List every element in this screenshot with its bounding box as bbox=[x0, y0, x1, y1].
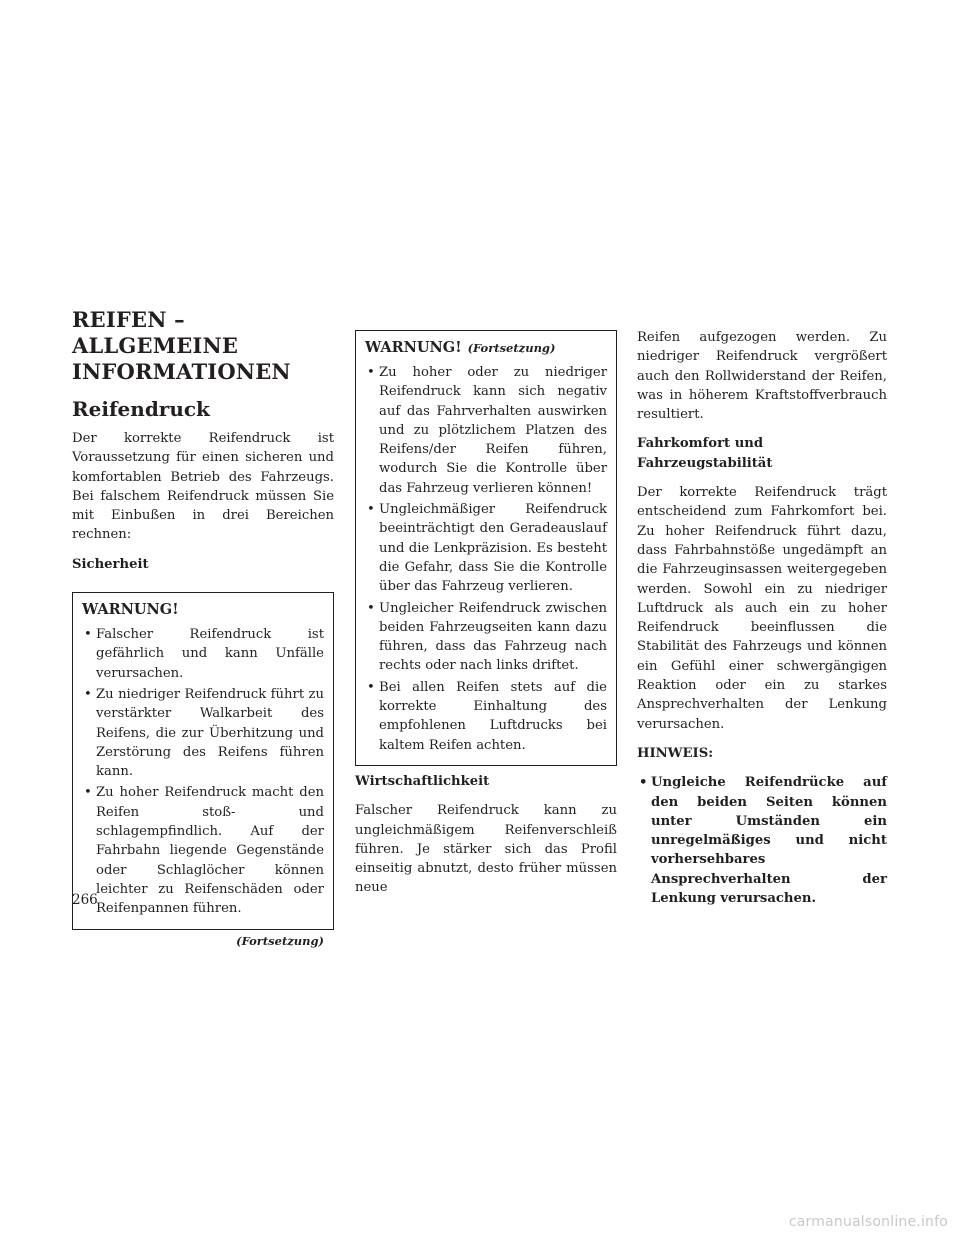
warning-title-text: WARNUNG! bbox=[365, 339, 462, 356]
section-title bbox=[72, 307, 334, 385]
comfort-label bbox=[637, 434, 887, 473]
safety-label: Sicherheit bbox=[72, 556, 149, 572]
warning-list bbox=[82, 625, 324, 918]
warning-item: • Zu hoher oder zu niedriger Reifendruck kann sich negativ auf das Fahrverhalten auswirken und zu plötzlichem Platzen des Reifens/der Reifen führen, wodurch Sie die Kontrolle über das Fahrzeug verlieren können! bbox=[365, 363, 607, 498]
note-item: • Ungleiche Reifendrücke auf den beiden Seiten können unter Umständen ein unregelmäßiges und nicht vorhersehbares Ansprechverhalten der Lenkung verursachen. bbox=[637, 773, 887, 908]
warning-item: • Ungleichmäßiger Reifendruck beeinträchtigt den Geradeauslauf und die Lenkpräzision. Es besteht die Gefahr, dass Sie die Kontrolle über das Fahrzeug verlieren. bbox=[365, 500, 607, 596]
column-left bbox=[72, 307, 334, 948]
comfort-paragraph: Der korrekte Reifendruck trägt entscheidend zum Fahrkomfort bei. Zu hoher Reifendruck führt dazu, dass Fahrbahnstöße ungedämpft an die Fahrzeuginsassen weitergegeben werden. Sowohl ein zu niedriger Luftdruck als auch ein zu hoher Reifendruck beeinflussen die Stabilität des Fahrzeugs und können ein Gefühl einer schwergängigen Reaktion oder ein zu starkes Ansprechverhalten der Lenkung verursachen. bbox=[637, 485, 887, 732]
warning-item: • Falscher Reifendruck ist gefährlich und kann Unfälle verursachen. bbox=[82, 625, 324, 683]
section-title-line2: INFORMATIONEN bbox=[72, 359, 291, 384]
warning-title bbox=[365, 339, 607, 357]
warning-box-continued bbox=[355, 330, 617, 766]
column-right bbox=[637, 328, 887, 908]
warning-item: • Bei allen Reifen stets auf die korrekte Einhaltung des empfohlenen Luftdrucks bei kaltem Reifen achten. bbox=[365, 678, 607, 755]
comfort-label-line1: Fahrkomfort und bbox=[637, 436, 764, 452]
page-number: 266 bbox=[72, 892, 98, 908]
intro-paragraph: Der korrekte Reifendruck ist Voraussetzung für einen sicheren und komfortablen Betrieb des Fahrzeugs. Bei falschem Reifendruck müssen Sie mit Einbußen in drei Bereichen rechnen: bbox=[72, 431, 334, 543]
watermark: carmanualsonline.info bbox=[788, 1214, 948, 1230]
warning-title-suffix: (Fortsetzung) bbox=[467, 341, 556, 355]
warning-item: • Zu hoher Reifendruck macht den Reifen stoß- und schlagempfindlich. Auf der Fahrbahn liegende Gegenstände oder Schlaglöcher können leichter zu Reifenschäden oder Reifenpannen führen. bbox=[82, 783, 324, 918]
comfort-label-line2: Fahrzeugstabilität bbox=[637, 455, 773, 471]
note-label: HINWEIS: bbox=[637, 745, 714, 761]
column-middle bbox=[355, 330, 617, 908]
note-list bbox=[637, 773, 887, 908]
warning-item: • Zu niedriger Reifendruck führt zu verstärkter Walkarbeit des Reifens, die zur Überhitzung und Zerstörung des Reifens führen kann. bbox=[82, 685, 324, 781]
economy-paragraph-continued: Reifen aufgezogen werden. Zu niedriger Reifendruck vergrößert auch den Rollwiderstand der Reifen, was in höherem Kraftstoffverbrauch resultiert. bbox=[637, 330, 887, 423]
warning-item: • Ungleicher Reifendruck zwischen beiden Fahrzeugseiten kann dazu führen, dass das Fahrzeug nach rechts oder nach links driftet. bbox=[365, 599, 607, 676]
section-title-line1: REIFEN – ALLGEMEINE bbox=[72, 307, 239, 358]
economy-paragraph: Falscher Reifendruck kann zu ungleichmäßigem Reifenverschleiß führen. Je stärker sich das Profil einseitig abnutzt, desto früher müssen neue bbox=[355, 803, 617, 896]
warning-list bbox=[365, 363, 607, 755]
subsection-title: Reifendruck bbox=[72, 397, 210, 421]
continued-note: (Fortsetzung) bbox=[236, 933, 324, 948]
warning-box bbox=[72, 592, 334, 929]
economy-label: Wirtschaftlichkeit bbox=[355, 773, 490, 789]
warning-title: WARNUNG! bbox=[82, 601, 179, 619]
